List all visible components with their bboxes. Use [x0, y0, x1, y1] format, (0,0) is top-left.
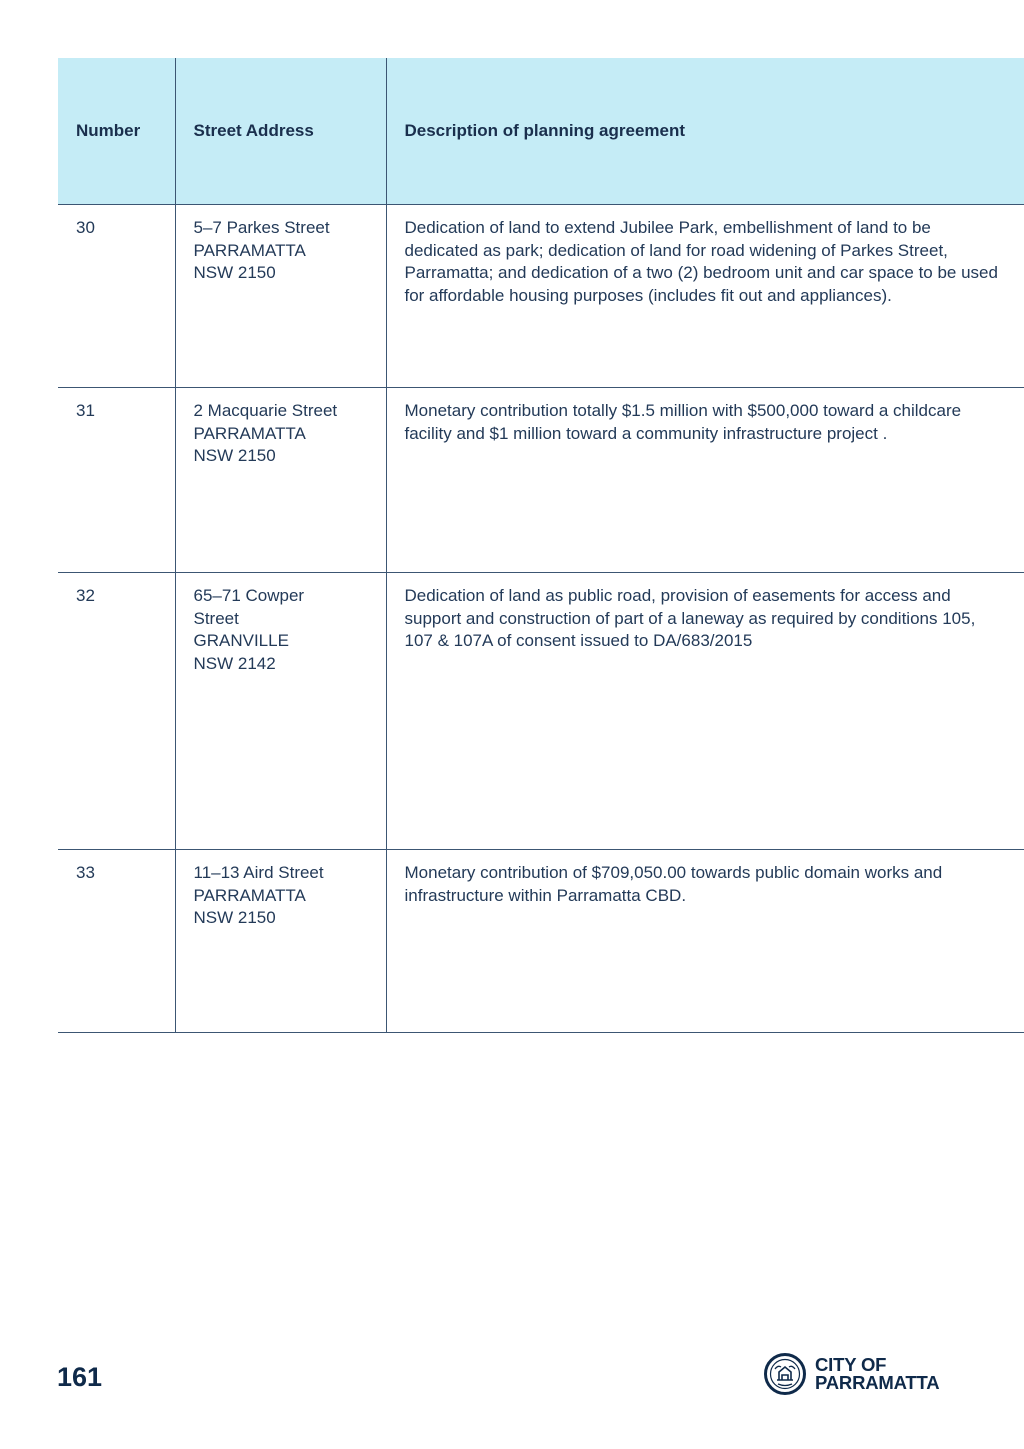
address-line: Street — [193, 608, 239, 628]
row-street-address — [175, 388, 386, 573]
planning-agreements-table-wrapper — [58, 58, 1024, 1033]
row-street-address — [175, 573, 386, 850]
city-seal-icon — [764, 1353, 806, 1395]
description-text: Dedication of land to extend Jubilee Park, embellishment of land to be dedicated as park; dedication of land for road widening of Parkes Street, Parramatta; and dedication of a two (2) bedroom unit and car space to be used for affordable housing purposes (includes fit out and appliances). — [404, 218, 998, 305]
table-header-row — [58, 58, 1024, 205]
description-text: Monetary contribution totally $1.5 million with $500,000 toward a childcare facility and $1 million toward a community infrastructure project . — [404, 401, 962, 443]
row-description — [386, 388, 1024, 573]
city-of-parramatta-logo — [764, 1351, 964, 1397]
planning-agreements-table — [58, 58, 1024, 1033]
page-number: 161 — [57, 1362, 103, 1392]
description-text: Monetary contribution of $709,050.00 towards public domain works and infrastructure within Parramatta CBD. — [404, 863, 943, 905]
table-row — [58, 205, 1024, 388]
address-line: PARRAMATTA — [193, 423, 306, 443]
row-street-address — [175, 850, 386, 1033]
address-line: 2 Macquarie Street — [193, 401, 338, 420]
address-line: GRANVILLE — [193, 631, 289, 650]
address-line: PARRAMATTA — [193, 885, 306, 905]
address-line: PARRAMATTA — [193, 240, 306, 260]
address-line: NSW 2150 — [193, 446, 276, 465]
address-line: NSW 2142 — [193, 653, 276, 673]
address-line: 11–13 Aird Street — [193, 863, 324, 882]
table-row — [58, 573, 1024, 850]
row-description — [386, 205, 1024, 388]
table-row — [58, 388, 1024, 573]
logo-line-2: PARRAMATTA — [815, 1372, 940, 1393]
header-street-address: Street Address — [175, 58, 386, 205]
row-number: 30 — [58, 205, 175, 388]
row-description — [386, 573, 1024, 850]
address-line: 65–71 Cowper — [193, 586, 305, 605]
header-number: Number — [58, 58, 175, 205]
address-line: NSW 2150 — [193, 908, 276, 927]
row-number: 33 — [58, 850, 175, 1033]
header-description: Description of planning agreement — [386, 58, 1024, 205]
row-street-address — [175, 205, 386, 388]
address-line: NSW 2150 — [193, 263, 276, 282]
row-number: 32 — [58, 573, 175, 850]
table-row — [58, 850, 1024, 1033]
logo-line-1: CITY OF — [815, 1354, 887, 1375]
logo-wordmark — [815, 1356, 939, 1392]
address-line: 5–7 Parkes Street — [193, 218, 330, 237]
description-text: Dedication of land as public road, provision of easements for access and support and construction of part of a laneway as required by conditions 105, 107 & 107A of consent issued to DA/683/2015 — [404, 586, 976, 650]
row-number: 31 — [58, 388, 175, 573]
row-description — [386, 850, 1024, 1033]
